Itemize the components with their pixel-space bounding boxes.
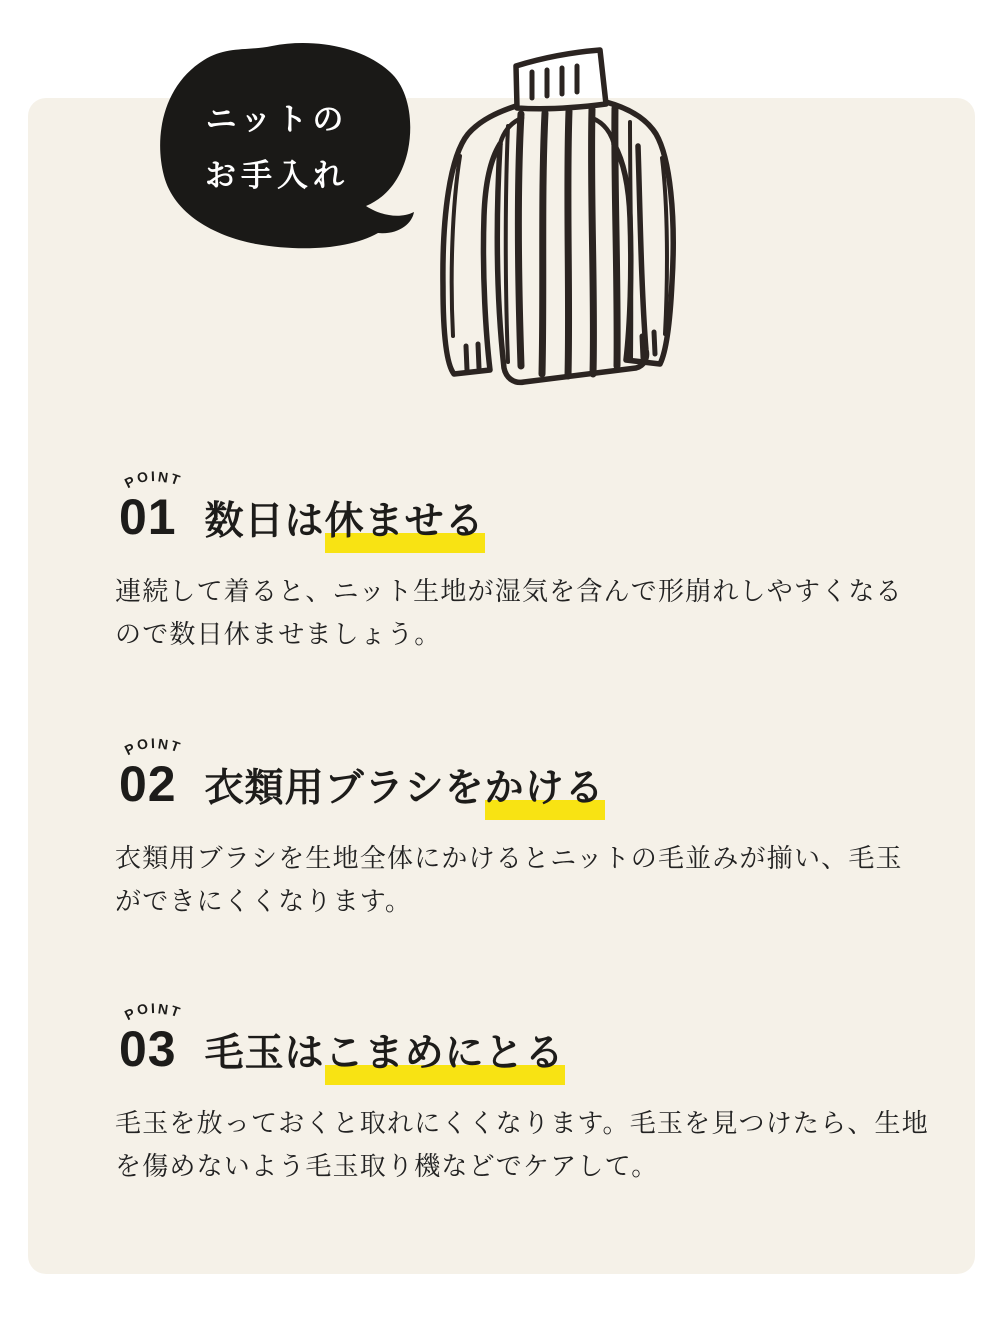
body-line: 衣類用ブラシを生地全体にかけるとニットの毛並みが揃い、毛玉 <box>115 843 903 873</box>
point-section-2 <box>115 735 927 923</box>
point-label-letter: I <box>150 467 156 485</box>
point-number: 02 <box>119 756 177 812</box>
body-line: を傷めないよう毛玉取り機などでケアして。 <box>115 1151 659 1181</box>
point-label-letter: O <box>135 734 150 754</box>
point-label-arc <box>115 1000 927 1024</box>
point-title-plain: 数日は <box>204 500 325 543</box>
bubble-text-line2: お手入れ <box>205 158 349 193</box>
point-section-1 <box>115 468 927 656</box>
point-body <box>115 570 927 656</box>
sweater-icon <box>420 36 692 388</box>
point-title-highlight: こまめにとる <box>325 1032 565 1085</box>
point-number: 01 <box>119 489 177 545</box>
body-line: 連続して着ると、ニット生地が湿気を含んで形崩れしやすくなる <box>115 576 903 606</box>
point-label-letter: T <box>168 470 183 488</box>
point-label-letter: T <box>168 737 183 755</box>
point-label-arc <box>115 468 927 492</box>
point-heading-row <box>115 490 927 546</box>
point-body <box>115 1102 927 1188</box>
body-line: ので数日休ませましょう。 <box>115 619 442 649</box>
point-label-letter: N <box>157 1000 170 1018</box>
point-heading-row <box>115 757 927 813</box>
point-title <box>205 757 605 813</box>
point-label-letter: P <box>121 1004 138 1024</box>
point-title <box>205 490 485 546</box>
point-label-letter: O <box>135 999 150 1019</box>
point-label-letter: N <box>157 735 170 753</box>
point-label-letter: I <box>150 734 156 752</box>
point-label-letter: O <box>135 467 150 487</box>
point-label-letter: P <box>121 472 138 492</box>
point-title-highlight: かける <box>485 767 605 820</box>
point-label-letter: T <box>168 1002 183 1020</box>
point-label-arc <box>115 735 927 759</box>
point-label-letter: I <box>150 999 156 1017</box>
speech-bubble <box>152 38 424 252</box>
point-body <box>115 837 927 923</box>
point-title-plain: 毛玉は <box>204 1032 325 1075</box>
point-title-plain: 衣類用ブラシを <box>204 767 485 810</box>
point-number: 03 <box>119 1021 177 1077</box>
point-label-letter: P <box>121 739 138 759</box>
sweater-illustration <box>420 36 692 388</box>
point-heading-row <box>115 1022 927 1078</box>
point-title <box>205 1022 565 1078</box>
body-line: 毛玉を放っておくと取れにくくなります。毛玉を見つけたら、生地 <box>115 1108 929 1138</box>
point-section-3 <box>115 1000 927 1188</box>
speech-bubble-shape <box>152 38 424 252</box>
bubble-text-line1: ニットの <box>205 102 349 137</box>
point-label-letter: N <box>157 468 170 486</box>
point-title-highlight: 休ませる <box>325 500 485 553</box>
body-line: ができにくくなります。 <box>115 886 413 916</box>
